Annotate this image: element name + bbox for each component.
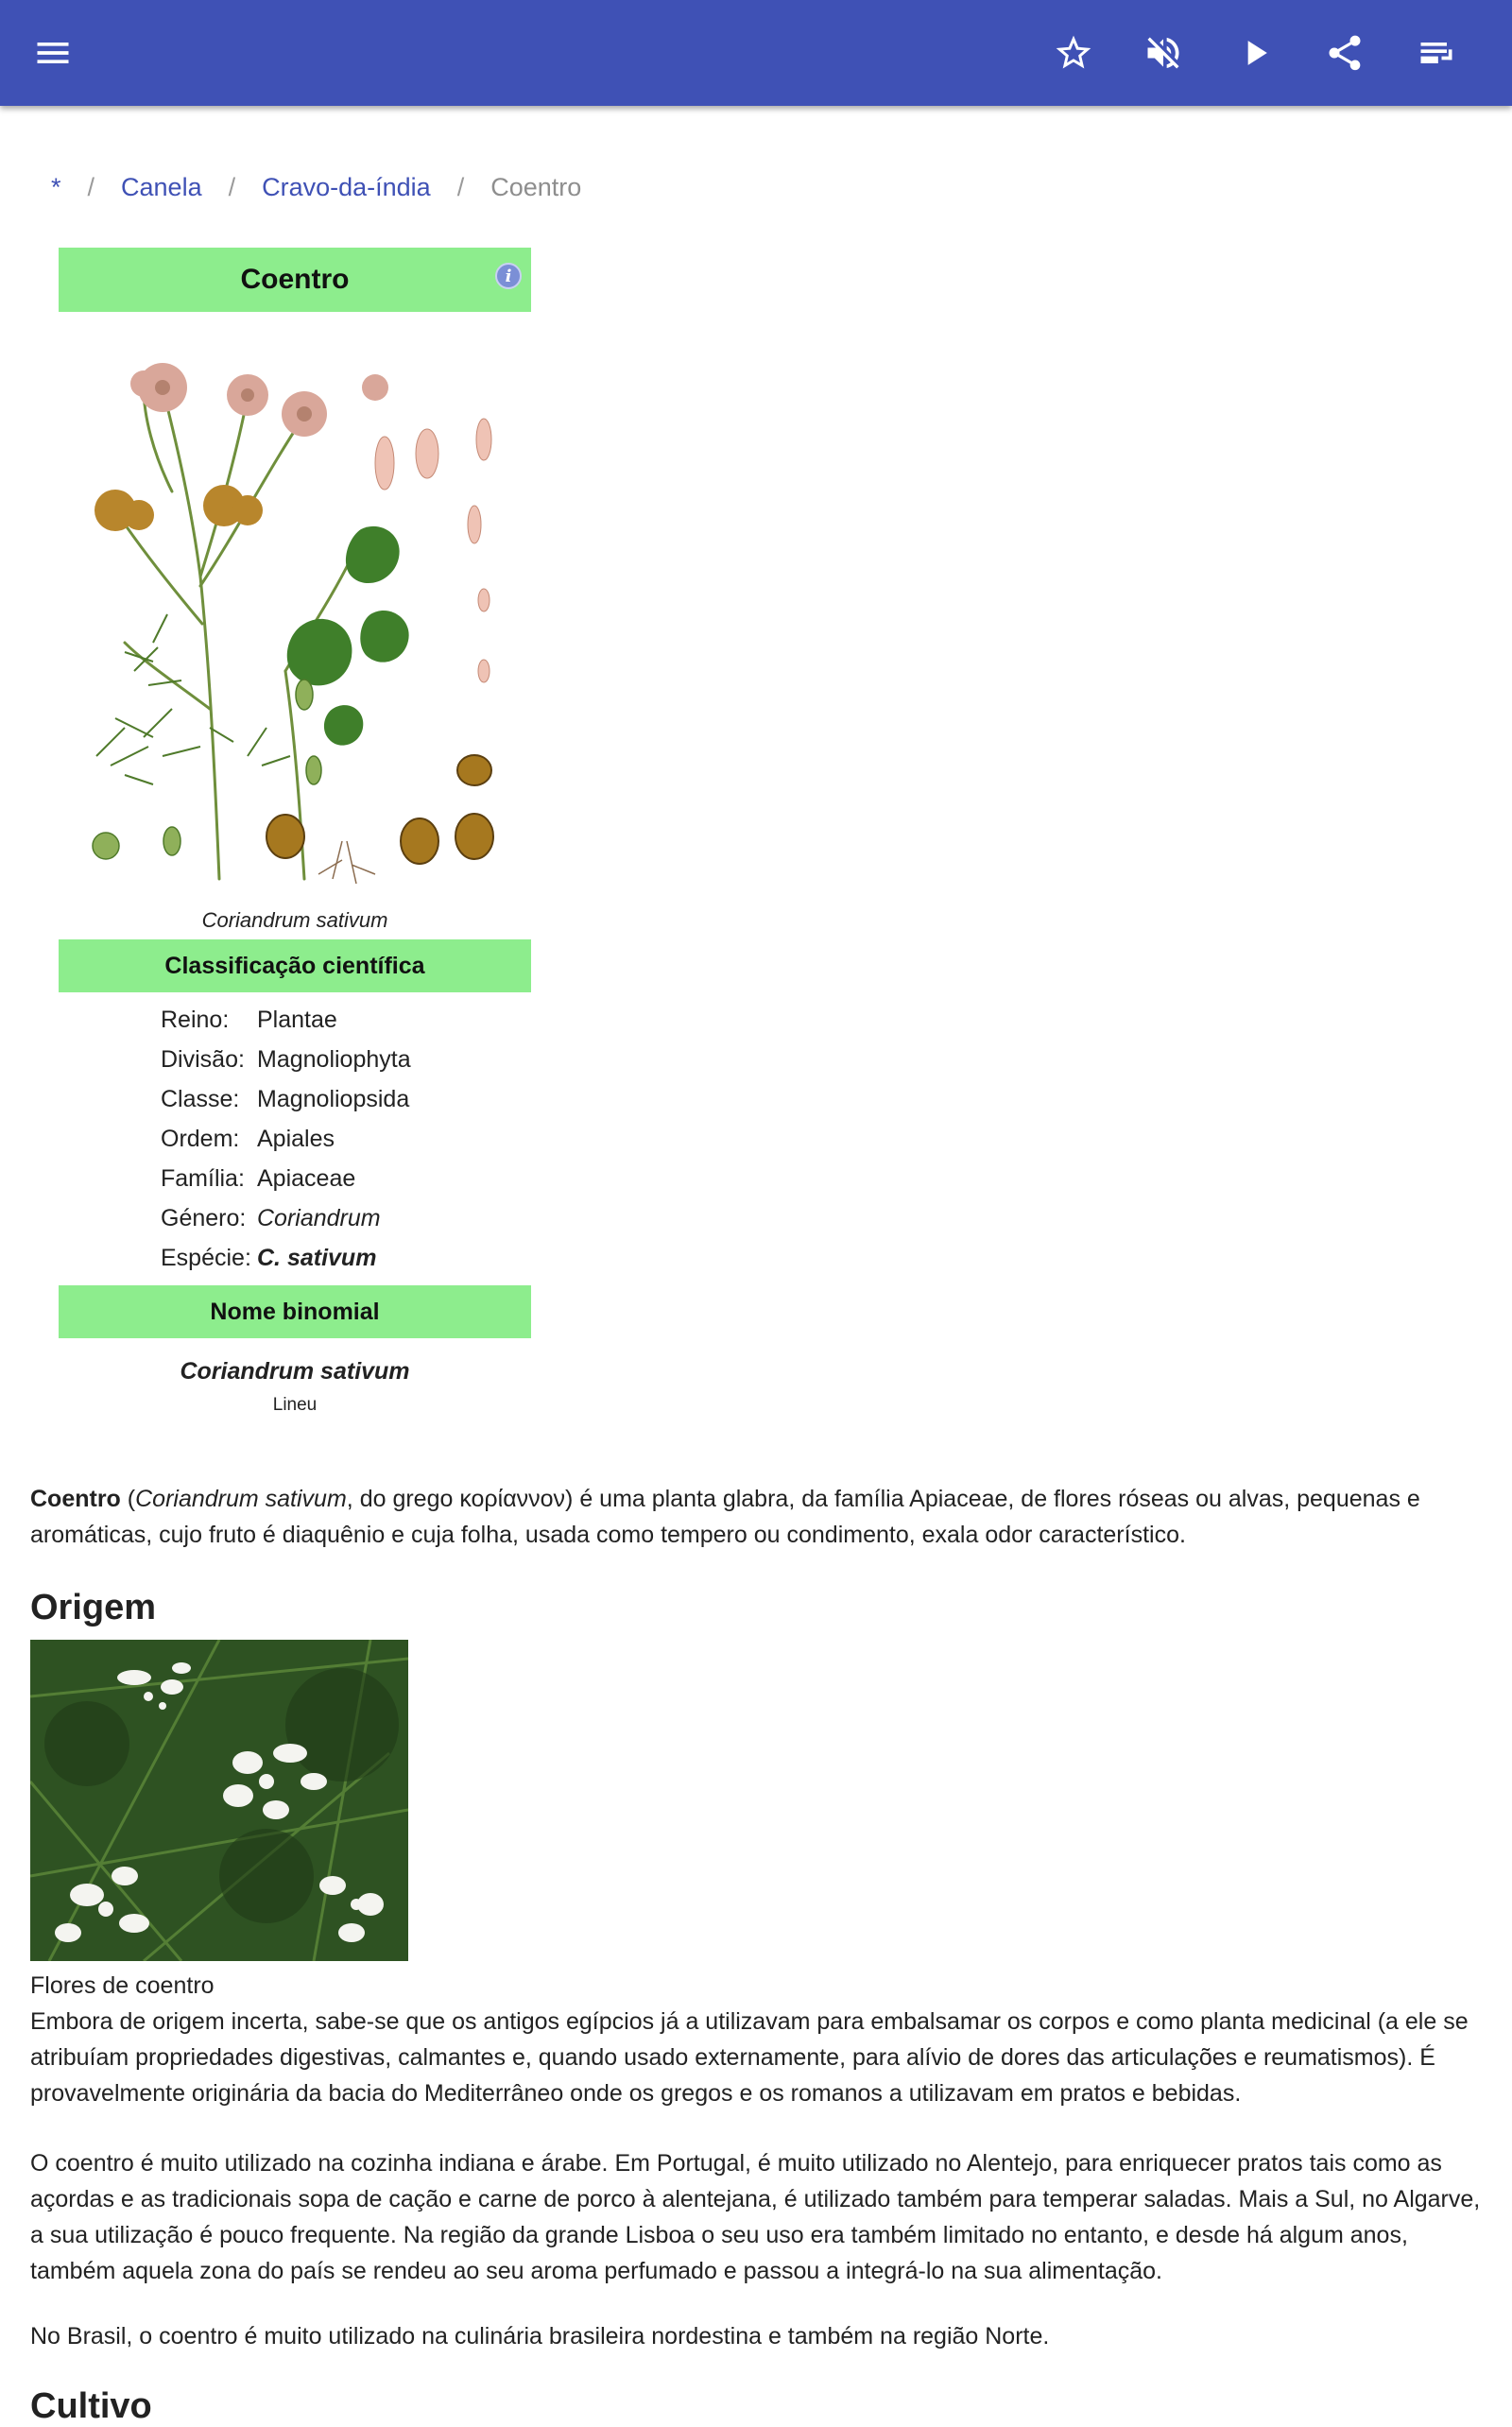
breadcrumb-home[interactable]: * <box>51 172 61 201</box>
app-bar <box>0 0 1512 106</box>
intro-scientific-name: Coriandrum sativum <box>135 1486 347 1512</box>
breadcrumb <box>51 168 581 206</box>
rank-label: Ordem: <box>161 1125 240 1152</box>
rank-value: Coriandrum <box>257 1204 381 1231</box>
breadcrumb-separator: / <box>456 172 465 201</box>
rank-value: C. sativum <box>257 1244 377 1271</box>
origem-paragraph-3: No Brasil, o coentro é muito utilizado na culinária brasileira nordestina e também na região Norte. <box>30 2323 1050 2350</box>
classification-header: Classificação científica <box>59 939 531 992</box>
taxobox-image-caption: Coriandrum sativum <box>201 908 388 932</box>
rank-label: Família: <box>161 1164 245 1192</box>
share-icon <box>1324 32 1366 74</box>
binomial-header: Nome binomial <box>59 1285 531 1338</box>
section-heading-origem: Origem <box>30 1588 157 1627</box>
rank-value: Plantae <box>257 1006 337 1033</box>
playlist-icon <box>1416 32 1457 74</box>
photo-caption: Flores de coentro <box>30 1972 215 1999</box>
taxobox <box>59 248 531 1420</box>
breadcrumb-current: Coentro <box>490 172 582 201</box>
mute-button[interactable] <box>1137 26 1190 79</box>
rank-value: Magnoliopsida <box>257 1085 410 1112</box>
classification-row <box>59 1079 531 1119</box>
rank-label: Espécie: <box>161 1244 251 1271</box>
rank-value: Magnoliophyta <box>257 1045 411 1073</box>
intro-bold-term: Coentro <box>30 1486 121 1512</box>
play-button[interactable] <box>1228 26 1281 79</box>
intro-open-paren: ( <box>120 1486 136 1512</box>
classification-table <box>59 992 531 1285</box>
breadcrumb-cravo[interactable]: Cravo-da-índia <box>262 172 431 201</box>
breadcrumb-separator: / <box>228 172 236 201</box>
star-outline-icon <box>1053 32 1094 74</box>
breadcrumb-canela[interactable]: Canela <box>121 172 202 201</box>
rank-value: Apiaceae <box>257 1164 356 1192</box>
binomial-name: Coriandrum sativum <box>180 1358 410 1385</box>
classification-row <box>59 1040 531 1079</box>
coriander-flowers-photo[interactable] <box>30 1640 408 1961</box>
coriander-plate-image <box>59 312 531 907</box>
classification-row <box>59 1159 531 1198</box>
classification-row <box>59 1000 531 1040</box>
play-icon <box>1234 32 1276 74</box>
intro-text: , do grego κορίαννον) é uma planta glabra, da família Apiaceae, de flores róseas ou alvas, pequenas e aromáticas, cujo fruto é diaquênio e cuja folha, usada como tempero ou condimento, exala odor característico. <box>30 1486 1420 1548</box>
rank-label: Reino: <box>161 1006 230 1033</box>
menu-icon <box>32 32 74 74</box>
section-heading-cultivo: Cultivo <box>30 2386 152 2426</box>
favorite-button[interactable] <box>1047 26 1100 79</box>
rank-label: Género: <box>161 1204 247 1231</box>
menu-button[interactable] <box>26 26 79 79</box>
volume-off-icon <box>1143 32 1184 74</box>
flowers-photo-image <box>30 1640 408 1961</box>
classification-row <box>59 1119 531 1159</box>
binomial-author: Lineu <box>272 1395 318 1415</box>
intro-paragraph <box>30 1481 1486 1553</box>
rank-label: Divisão: <box>161 1045 245 1073</box>
breadcrumb-separator: / <box>87 172 95 201</box>
contents-button[interactable] <box>1410 26 1463 79</box>
share-button[interactable] <box>1318 26 1371 79</box>
origem-paragraph-2: O coentro é muito utilizado na cozinha indiana e árabe. Em Portugal, é muito utilizado no Alentejo, para enriquecer pratos tais como as açordas e as tradicionais sopa de cação e carne de porco à alentejana, é utilizado também para temperar saladas. Mais a Sul, no Algarve, a sua utilização é pouco frequente. Na região da grande Lisboa o seu uso era também limitado no entanto, e desde há algum anos, também aquela zona do país se rendeu ao seu aroma perfumado e passou a integrá-lo na sua alimentação. <box>30 2150 1481 2284</box>
botanical-illustration[interactable] <box>59 312 531 907</box>
rank-value: Apiales <box>257 1125 335 1152</box>
info-icon[interactable]: i <box>495 263 522 289</box>
taxobox-title-bar <box>59 248 531 312</box>
classification-row <box>59 1198 531 1238</box>
rank-label: Classe: <box>161 1085 240 1112</box>
taxobox-title: Coentro <box>240 264 350 295</box>
origem-paragraph-1: Embora de origem incerta, sabe-se que os antigos egípcios já a utilizavam para embalsamar os corpos e como planta medicinal (a ele se atribuíam propriedades digestivas, calmantes e, quando usado externamente, para alívio de dores das articulações e reumatismos). É provavelmente originária da bacia do Mediterrâneo onde os gregos e os romanos a utilizavam em pratos e bebidas. <box>30 2008 1469 2107</box>
classification-row <box>59 1238 531 1278</box>
